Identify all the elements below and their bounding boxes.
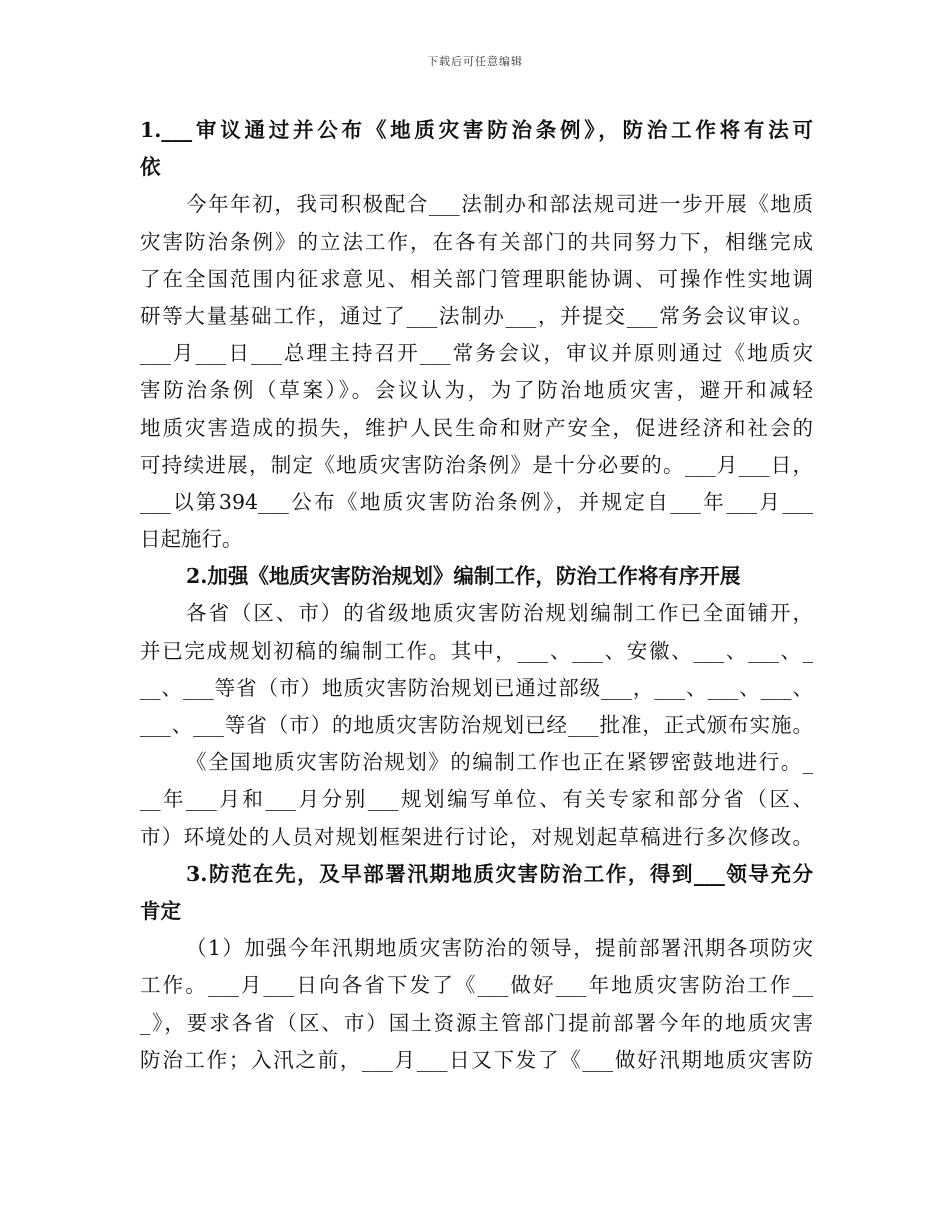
section-1-paragraph-1-line-2: 灾害防治条例》的立法工作，在各有关部门的共同努力下，相继完成	[140, 229, 813, 254]
section-3-paragraph-1-line-4: 防治工作；入汛之前，___月___日又下发了《___做好汛期地质灾害防	[140, 1047, 813, 1072]
section-1-paragraph-1-line-3: 了在全国范围内征求意见、相关部门管理职能协调、可操作性实地调	[140, 266, 813, 291]
section-1-paragraph-1-line-9: ___以第394___公布《地质灾害防治条例》，并规定自___年___月___	[140, 489, 813, 514]
page-header: 下载后可任意编辑	[427, 55, 523, 68]
section-1-paragraph-1-line-5: ___月___日___总理主持召开___常务会议，审议并原则通过《地质灾	[140, 341, 813, 366]
section-3-paragraph-1-line-3: _》，要求各省（区、市）国土资源主管部门提前部署今年的地质灾害	[140, 1010, 813, 1035]
section-1-paragraph-1-line-10: 日起施行。	[140, 527, 243, 552]
section-1-paragraph-1-line-6: 害防治条例（草案）》。会议认为，为了防治地质灾害，避开和减轻	[140, 378, 813, 403]
section-2-paragraph-1-line-1: 各省（区、市）的省级地质灾害防治规划编制工作已全面铺开，	[186, 601, 813, 626]
section-1-paragraph-1-line-1: 今年年初，我司积极配合___法制办和部法规司进一步开展《地质	[186, 192, 813, 217]
section-1-heading-line-2: 依	[140, 155, 161, 180]
section-2-paragraph-1-line-2: 并已完成规划初稿的编制工作。其中，___、___、安徽、___、___、_	[140, 638, 813, 663]
section-1-paragraph-1-line-4: 研等大量基础工作，通过了___法制办___，并提交___常务会议审议。	[140, 303, 813, 328]
section-2-paragraph-1-line-4: ___、___等省（市）的地质灾害防治规划已经___批准，正式颁布实施。	[140, 713, 813, 737]
section-1-heading-line-1: 1.___审议通过并公布《地质灾害防治条例》，防治工作将有法可	[140, 118, 813, 142]
section-3-heading-line-2: 肯定	[140, 898, 181, 923]
section-3-paragraph-1-line-1: （1）加强今年汛期地质灾害防治的领导，提前部署汛期各项防灾	[186, 936, 813, 961]
section-2-paragraph-2-line-3: 市）环境处的人员对规划框架进行讨论，对规划起草稿进行多次修改。	[140, 824, 813, 849]
section-1-paragraph-1-line-8: 可持续进展，制定《地质灾害防治条例》是十分必要的。___月___日，	[140, 452, 813, 477]
section-2-heading-line-1: 2.加强《地质灾害防治规划》编制工作，防治工作将有序开展	[186, 564, 741, 589]
document-body	[140, 112, 813, 1079]
section-2-paragraph-2-line-2: __年___月和___月分别___规划编写单位、有关专家和部分省（区、	[140, 787, 813, 812]
section-2-paragraph-1-line-3: __、___等省（市）地质灾害防治规划已通过部级___，___、___、___、	[140, 675, 813, 700]
section-3-heading-line-1: 3.防范在先，及早部署汛期地质灾害防治工作，得到___领导充分	[186, 861, 813, 886]
section-3-paragraph-1-line-2: 工作。___月___日向各省下发了《___做好___年地质灾害防治工作__	[140, 973, 813, 998]
section-2-paragraph-2-line-1: 《全国地质灾害防治规划》的编制工作也正在紧锣密鼓地进行。_	[186, 750, 813, 775]
section-1-paragraph-1-line-7: 地质灾害造成的损失，维护人民生命和财产安全，促进经济和社会的	[140, 415, 813, 440]
